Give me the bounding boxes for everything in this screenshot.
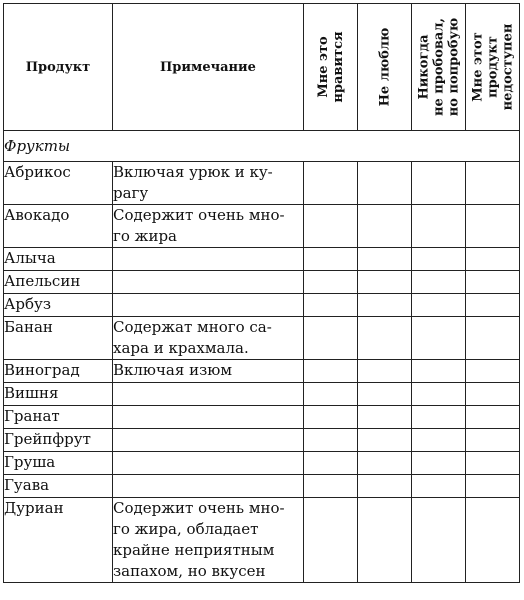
product-name: Гранат [4, 406, 113, 429]
table-row [4, 205, 520, 248]
never-tried-cell[interactable] [412, 205, 466, 248]
likes-cell[interactable] [304, 205, 358, 248]
likes-cell[interactable] [304, 317, 358, 360]
table-row [4, 248, 520, 271]
unavailable-cell[interactable] [466, 360, 520, 383]
product-name: Абрикос [4, 162, 113, 205]
never-tried-cell[interactable] [412, 271, 466, 294]
likes-cell[interactable] [304, 360, 358, 383]
never-tried-cell[interactable] [412, 429, 466, 452]
never-tried-cell[interactable] [412, 452, 466, 475]
unavailable-cell[interactable] [466, 205, 520, 248]
dislike-cell[interactable] [358, 475, 412, 498]
table-row [4, 406, 520, 429]
header-unavailable [466, 4, 520, 131]
dislike-cell[interactable] [358, 294, 412, 317]
product-name: Алыча [4, 248, 113, 271]
header-product: Продукт [4, 4, 113, 131]
table-row [4, 498, 520, 583]
section-row [4, 131, 520, 162]
unavailable-cell[interactable] [466, 406, 520, 429]
header-likes [304, 4, 358, 131]
header-likes-label: Мне это нравится [315, 31, 346, 103]
table-row [4, 294, 520, 317]
dislike-cell[interactable] [358, 429, 412, 452]
product-name: Гуава [4, 475, 113, 498]
product-note: Включая урюк и ку- рагу [113, 162, 304, 205]
product-note: Содержит очень мно- го жира, обладает крайне неприятным запахом, но вкусен [113, 498, 304, 583]
header-dislike [358, 4, 412, 131]
section-title: Фрукты [4, 131, 520, 162]
dislike-cell[interactable] [358, 205, 412, 248]
likes-cell[interactable] [304, 248, 358, 271]
dislike-cell[interactable] [358, 383, 412, 406]
likes-cell[interactable] [304, 475, 358, 498]
likes-cell[interactable] [304, 271, 358, 294]
table-row [4, 317, 520, 360]
dislike-cell[interactable] [358, 248, 412, 271]
product-name: Банан [4, 317, 113, 360]
header-never-tried [412, 4, 466, 131]
unavailable-cell[interactable] [466, 162, 520, 205]
product-note [113, 475, 304, 498]
dislike-cell[interactable] [358, 271, 412, 294]
product-note [113, 383, 304, 406]
dislike-cell[interactable] [358, 498, 412, 583]
product-note [113, 248, 304, 271]
dislike-cell[interactable] [358, 360, 412, 383]
product-name: Авокадо [4, 205, 113, 248]
unavailable-cell[interactable] [466, 248, 520, 271]
likes-cell[interactable] [304, 429, 358, 452]
product-note [113, 271, 304, 294]
product-name: Арбуз [4, 294, 113, 317]
header-dislike-label: Не люблю [377, 27, 392, 107]
table-row [4, 383, 520, 406]
header-never-tried-label: Никогда не пробовал, но попробую [416, 17, 461, 117]
unavailable-cell[interactable] [466, 294, 520, 317]
never-tried-cell[interactable] [412, 475, 466, 498]
product-name: Апельсин [4, 271, 113, 294]
header-unavailable-label: Мне этот продукт недоступен [470, 23, 515, 111]
product-note: Содержат много са- хара и крахмала. [113, 317, 304, 360]
likes-cell[interactable] [304, 294, 358, 317]
product-name: Грейпфрут [4, 429, 113, 452]
product-name: Виноград [4, 360, 113, 383]
product-note [113, 429, 304, 452]
dislike-cell[interactable] [358, 162, 412, 205]
unavailable-cell[interactable] [466, 317, 520, 360]
product-note [113, 452, 304, 475]
product-name: Дуриан [4, 498, 113, 583]
table-row [4, 271, 520, 294]
likes-cell[interactable] [304, 498, 358, 583]
dislike-cell[interactable] [358, 452, 412, 475]
unavailable-cell[interactable] [466, 498, 520, 583]
table-row [4, 162, 520, 205]
table-row [4, 360, 520, 383]
header-row [4, 4, 520, 131]
product-note [113, 406, 304, 429]
product-name: Груша [4, 452, 113, 475]
unavailable-cell[interactable] [466, 429, 520, 452]
never-tried-cell[interactable] [412, 317, 466, 360]
likes-cell[interactable] [304, 383, 358, 406]
never-tried-cell[interactable] [412, 406, 466, 429]
product-note [113, 294, 304, 317]
likes-cell[interactable] [304, 162, 358, 205]
header-note: Примечание [113, 4, 304, 131]
likes-cell[interactable] [304, 452, 358, 475]
product-note: Включая изюм [113, 360, 304, 383]
table-row [4, 475, 520, 498]
never-tried-cell[interactable] [412, 383, 466, 406]
dislike-cell[interactable] [358, 317, 412, 360]
never-tried-cell[interactable] [412, 248, 466, 271]
unavailable-cell[interactable] [466, 475, 520, 498]
table-row [4, 429, 520, 452]
dislike-cell[interactable] [358, 406, 412, 429]
likes-cell[interactable] [304, 406, 358, 429]
unavailable-cell[interactable] [466, 271, 520, 294]
product-name: Вишня [4, 383, 113, 406]
unavailable-cell[interactable] [466, 383, 520, 406]
unavailable-cell[interactable] [466, 452, 520, 475]
product-note: Содержит очень мно- го жира [113, 205, 304, 248]
never-tried-cell[interactable] [412, 294, 466, 317]
never-tried-cell[interactable] [412, 498, 466, 583]
food-preference-table [3, 3, 520, 583]
table-row [4, 452, 520, 475]
never-tried-cell[interactable] [412, 162, 466, 205]
never-tried-cell[interactable] [412, 360, 466, 383]
